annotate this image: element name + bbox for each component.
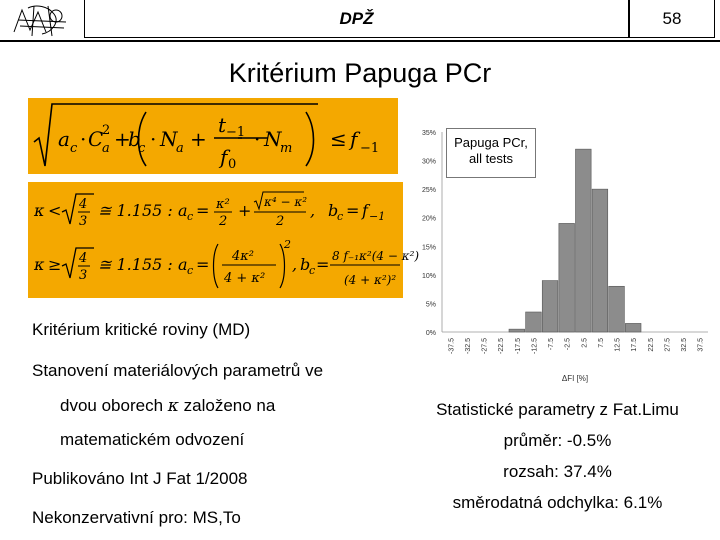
svg-text:=: =: [316, 255, 330, 274]
svg-text:a: a: [176, 141, 184, 156]
stats-stdev: směrodatná odchylka: 6.1%: [452, 493, 663, 512]
x-tick-label: -2.5: [564, 338, 572, 351]
svg-text:8 f₋₁κ²(4 − κ²): 8 f₋₁κ²(4 − κ²): [332, 249, 420, 263]
x-tick-label: 12.5: [614, 338, 622, 352]
svg-text:2: 2: [219, 214, 228, 229]
page-number: 58: [629, 0, 715, 38]
svg-text:4 + κ²: 4 + κ²: [224, 271, 266, 286]
formula-parameters: [28, 182, 420, 298]
svg-text:κ²: κ²: [216, 197, 230, 212]
x-axis-label: ΔFI [%]: [561, 374, 589, 383]
y-tick-label: 35%: [421, 130, 436, 137]
y-tick-label: 20%: [421, 215, 436, 223]
x-tick-label: 37.5: [697, 338, 705, 352]
y-tick-label: 0%: [425, 330, 436, 337]
svg-text:t: t: [218, 113, 227, 137]
histogram-bar: [509, 329, 525, 332]
stats-heading: Statistické parametry z Fat.Limu: [436, 400, 679, 419]
text-critical-plane: Kritérium kritické roviny (MD): [32, 320, 251, 339]
svg-text:a: a: [178, 201, 188, 220]
slide-title: Kritérium Papuga PCr: [228, 58, 492, 88]
svg-text:=: =: [196, 201, 210, 220]
svg-text:=: =: [346, 201, 360, 220]
svg-text:m: m: [280, 141, 293, 156]
svg-text:−1: −1: [226, 125, 246, 140]
svg-text:c: c: [187, 264, 194, 277]
x-tick-label: -32.5: [464, 338, 472, 354]
x-tick-label: -22.5: [498, 338, 506, 354]
svg-text:f: f: [362, 201, 368, 220]
svg-text:2: 2: [276, 214, 285, 229]
text-nonconservative: Nekonzervativní pro: MS,To: [32, 508, 241, 527]
text-two-domains-a: dvou oborech: [60, 396, 164, 415]
text-two-domains-b: založeno na: [183, 396, 276, 415]
svg-text:κ⁴ − κ²: κ⁴ − κ²: [264, 195, 308, 209]
svg-text:≥: ≥: [48, 255, 62, 274]
svg-text:a: a: [178, 255, 188, 274]
x-tick-label: 27.5: [664, 338, 672, 352]
histogram-bar: [576, 149, 592, 332]
svg-text:f: f: [220, 145, 228, 169]
kappa-symbol: κ: [167, 396, 179, 416]
f1-c1: c: [70, 141, 78, 156]
x-tick-label: 17.5: [631, 338, 639, 352]
svg-text:3: 3: [79, 268, 88, 283]
svg-text:b: b: [128, 127, 141, 151]
formula-criterion-drawing: [28, 98, 398, 174]
svg-text:c: c: [187, 210, 194, 223]
svg-text:≅ 1.155 :: ≅ 1.155 :: [98, 255, 173, 274]
chart-legend: Papuga PCr, all tests: [446, 128, 536, 178]
svg-text:κ: κ: [34, 255, 45, 274]
svg-text:·: ·: [254, 127, 261, 151]
slide-header: [0, 0, 720, 42]
svg-text:(4 + κ²)²: (4 + κ²)²: [344, 273, 397, 287]
svg-text:·: ·: [150, 127, 157, 151]
f1-two: 2: [102, 123, 111, 138]
svg-text:4: 4: [79, 197, 88, 212]
text-math-derivation: matematickém odvození: [60, 430, 245, 449]
svg-text:+: +: [238, 201, 252, 220]
histogram-bar: [609, 286, 625, 332]
svg-text:≅ 1.155 :: ≅ 1.155 :: [98, 201, 173, 220]
x-tick-label: 22.5: [647, 338, 655, 352]
svg-text:,: ,: [292, 255, 298, 274]
svg-text:4κ²: 4κ²: [232, 249, 255, 264]
svg-text:f: f: [350, 127, 358, 151]
x-tick-label: -37.5: [448, 338, 456, 354]
header-divider: [0, 40, 720, 42]
text-published: Publikováno Int J Fat 1/2008: [32, 469, 248, 488]
y-tick-label: 15%: [421, 244, 436, 252]
svg-text:b: b: [300, 255, 311, 274]
svg-text:0: 0: [228, 157, 237, 172]
svg-text:κ: κ: [34, 201, 45, 220]
svg-text:3: 3: [79, 214, 88, 229]
x-tick-label: 7.5: [597, 338, 605, 348]
svg-text:N: N: [264, 127, 282, 151]
svg-text:N: N: [160, 127, 178, 151]
x-tick-label: -7.5: [548, 338, 556, 351]
formula-criterion: [28, 98, 398, 174]
x-tick-label: 2.5: [581, 338, 589, 348]
histogram-bar: [625, 323, 641, 332]
y-tick-label: 25%: [421, 187, 436, 195]
svg-text:−1: −1: [360, 141, 380, 156]
svg-text:+: +: [114, 127, 131, 151]
text-two-domains: [60, 396, 275, 416]
histogram-bar: [526, 312, 542, 332]
university-logo-icon: [8, 2, 74, 38]
x-tick-label: -27.5: [481, 338, 489, 354]
svg-text:b: b: [328, 201, 339, 220]
svg-text:,: ,: [310, 201, 316, 220]
svg-text:2: 2: [284, 238, 291, 251]
svg-text:−1: −1: [369, 210, 386, 223]
svg-text:·: ·: [80, 127, 87, 151]
formula-parameters-drawing: [28, 182, 420, 298]
histogram-bar: [542, 281, 558, 332]
svg-text:=: =: [196, 255, 210, 274]
svg-text:4: 4: [79, 251, 88, 266]
x-tick-label: 32.5: [681, 338, 689, 352]
f1-C: C: [88, 127, 104, 151]
f1-a-sub: a: [102, 141, 110, 156]
stats-mean: průměr: -0.5%: [503, 431, 612, 450]
y-tick-label: 30%: [421, 158, 436, 166]
y-tick-label: 10%: [421, 272, 436, 280]
svg-text:<: <: [48, 201, 62, 220]
svg-text:≤: ≤: [330, 127, 347, 151]
text-material-params: Stanovení materiálových parametrů ve: [32, 361, 324, 380]
stats-range: rozsah: 37.4%: [503, 462, 612, 481]
svg-text:c: c: [337, 210, 344, 223]
svg-text:+: +: [190, 127, 207, 151]
svg-text:c: c: [138, 141, 146, 156]
svg-text:c: c: [309, 264, 316, 277]
histogram-bar: [559, 223, 575, 332]
histogram-bar: [592, 189, 608, 332]
x-tick-label: -12.5: [531, 338, 539, 354]
header-title: DPŽ: [84, 0, 629, 38]
x-tick-label: -17.5: [514, 338, 522, 354]
f1-a: a: [58, 127, 70, 151]
y-tick-label: 5%: [425, 301, 436, 309]
